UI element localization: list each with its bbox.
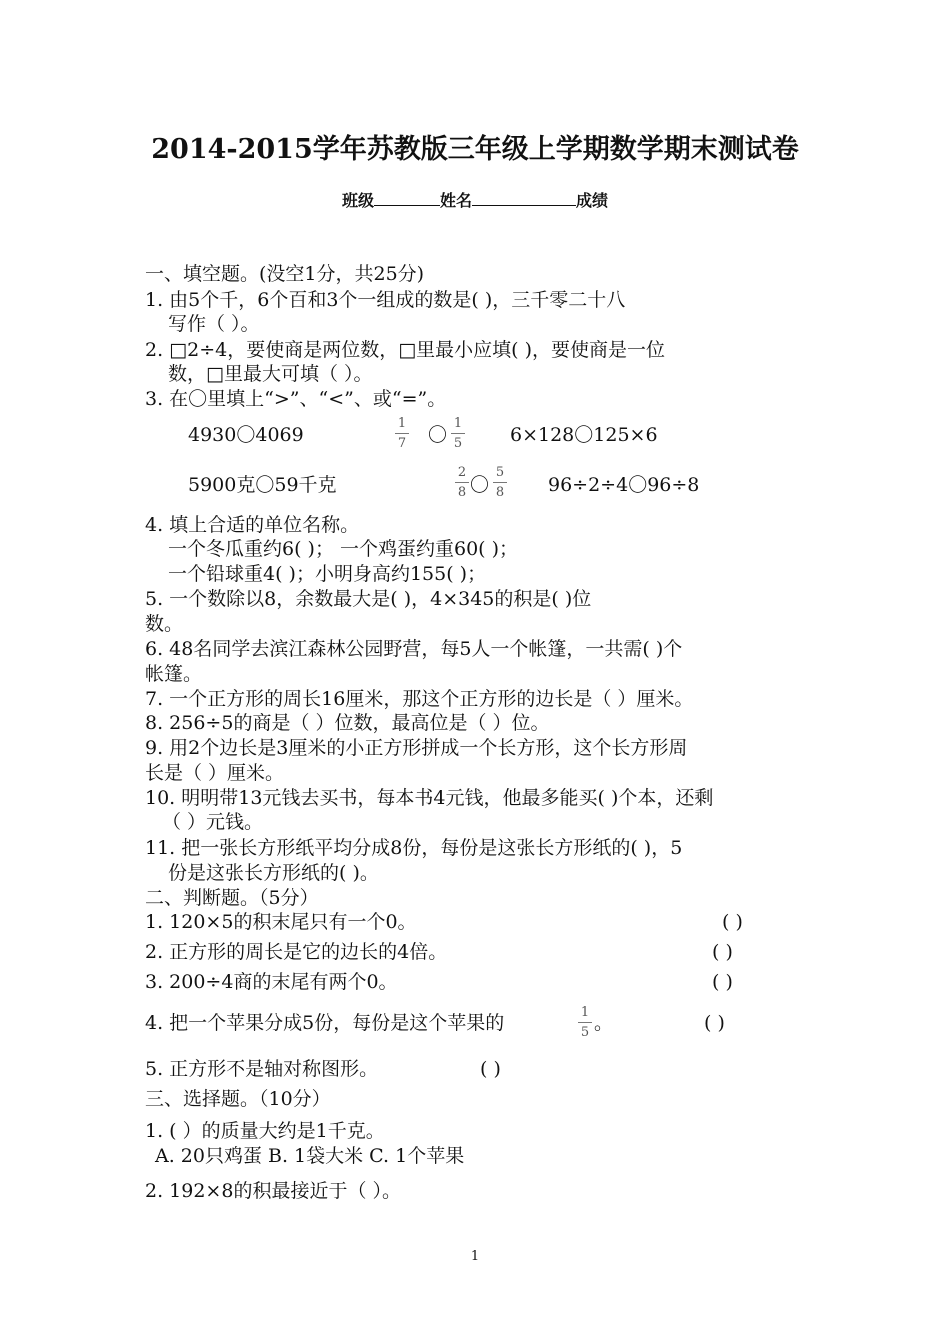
s3-q1-options: A. 20只鸡蛋 B. 1袋大米 C. 1个苹果 xyxy=(155,1145,465,1167)
s1-q9-line1: 9. 用2个边长是3厘米的小正方形拼成一个长方形，这个长方形周 xyxy=(145,737,688,759)
s1-q3-compare-1: 4930〇4069 xyxy=(188,424,304,446)
compare-circle: 〇 xyxy=(428,424,448,446)
s1-q3-compare-6: 96÷2÷4〇96÷8 xyxy=(548,474,700,496)
section1-heading: 一、填空题。(没空1分，共25分) xyxy=(145,263,425,285)
score-label: 成绩 xyxy=(576,191,609,210)
fraction-denominator: 8 xyxy=(457,485,467,500)
s1-q8: 8. 256÷5的商是（ ）位数，最高位是（ ）位。 xyxy=(145,712,550,734)
class-blank xyxy=(374,191,440,206)
s1-q4: 4. 填上合适的单位名称。 xyxy=(145,514,360,536)
s2-q5: 5. 正方形不是轴对称图形。 xyxy=(145,1058,379,1080)
fraction-numerator: 2 xyxy=(457,465,467,480)
s1-q10-line1: 10. 明明带13元钱去买书，每本书4元钱，他最多能买( )个本，还剩 xyxy=(145,787,714,809)
s1-q5-line1: 5. 一个数除以8，余数最大是( )，4×345的积是( )位 xyxy=(145,588,592,610)
fraction-numerator: 5 xyxy=(495,465,505,480)
fraction-denominator: 8 xyxy=(495,485,505,500)
fraction-1-5 xyxy=(450,416,466,451)
s1-q9-line2: 长是（ ）厘米。 xyxy=(145,762,285,784)
fraction-numerator: 1 xyxy=(580,1005,590,1020)
s1-q1-line1: 1. 由5个千，6个百和3个一组成的数是( )，三千零二十八 xyxy=(145,289,626,311)
s2-q1: 1. 120×5的积末尾只有一个0。 xyxy=(145,911,417,933)
s3-q1: 1. ( ）的质量大约是1千克。 xyxy=(145,1120,385,1142)
s1-q6-line1: 6. 48名同学去滨江森林公园野营，每5人一个帐篷，一共需( )个 xyxy=(145,638,683,660)
compare-circle: 〇 xyxy=(470,474,490,496)
answer-parens: ( ) xyxy=(712,941,733,963)
s1-q1-line2: 写作（ ）。 xyxy=(168,313,260,335)
fraction-numerator: 1 xyxy=(397,416,407,431)
fraction-2-8 xyxy=(454,465,470,500)
s3-q2: 2. 192×8的积最接近于（ ）。 xyxy=(145,1180,401,1202)
s1-q2-line2: 数，□里最大可填（ ）。 xyxy=(168,363,373,385)
s1-q3-compare-3: 6×128〇125×6 xyxy=(510,424,658,446)
answer-parens: ( ) xyxy=(704,1012,725,1034)
s2-q4: 4. 把一个苹果分成5份，每份是这个苹果的 xyxy=(145,1012,505,1034)
s1-q4-line1: 一个冬瓜重约6( )； 一个鸡蛋约重60( )； xyxy=(168,538,519,560)
s2-q4-end: 。 xyxy=(594,1012,614,1034)
s2-q2: 2. 正方形的周长是它的边长的4倍。 xyxy=(145,941,448,963)
s2-q3: 3. 200÷4商的末尾有两个0。 xyxy=(145,971,398,993)
answer-parens: ( ) xyxy=(480,1058,501,1080)
name-label: 姓名 xyxy=(439,191,472,210)
s1-q4-line2: 一个铅球重4( )；小明身高约155( )； xyxy=(168,563,487,585)
s1-q6-line2: 帐篷。 xyxy=(145,663,203,685)
section2-heading: 二、判断题。（5分） xyxy=(145,887,319,909)
class-label: 班级 xyxy=(341,191,374,210)
s1-q10-line2: （ ）元钱。 xyxy=(162,811,264,833)
s1-q5-line2: 数。 xyxy=(145,613,184,635)
student-info-line xyxy=(0,188,950,211)
fraction-1-7 xyxy=(394,416,410,451)
fraction-5-8 xyxy=(492,465,508,500)
s1-q2-line1: 2. □2÷4，要使商是两位数，□里最小应填( )，要使商是一位 xyxy=(145,339,666,361)
page-title: 2014-2015学年苏教版三年级上学期数学期末测试卷 xyxy=(151,134,799,165)
s1-q3-compare-4: 5900克〇59千克 xyxy=(188,474,337,496)
fraction-denominator: 5 xyxy=(580,1025,590,1040)
s1-q7: 7. 一个正方形的周长16厘米，那这个正方形的边长是（ ）厘米。 xyxy=(145,688,694,710)
answer-parens: ( ) xyxy=(712,971,733,993)
s1-q3: 3. 在〇里填上“>”、“<”、或“=”。 xyxy=(145,388,447,410)
section3-heading: 三、选择题。（10分） xyxy=(145,1088,331,1110)
s1-q11-line2: 份是这张长方形纸的( )。 xyxy=(168,862,379,884)
answer-parens: ( ) xyxy=(722,911,743,933)
page-number: 1 xyxy=(470,1249,480,1264)
fraction-numerator: 1 xyxy=(453,416,463,431)
name-blank xyxy=(472,191,576,206)
fraction-denominator: 5 xyxy=(453,436,463,451)
fraction-1-5 xyxy=(577,1005,593,1040)
s1-q11-line1: 11. 把一张长方形纸平均分成8份，每份是这张长方形纸的( )，5 xyxy=(145,837,683,859)
fraction-denominator: 7 xyxy=(397,436,407,451)
